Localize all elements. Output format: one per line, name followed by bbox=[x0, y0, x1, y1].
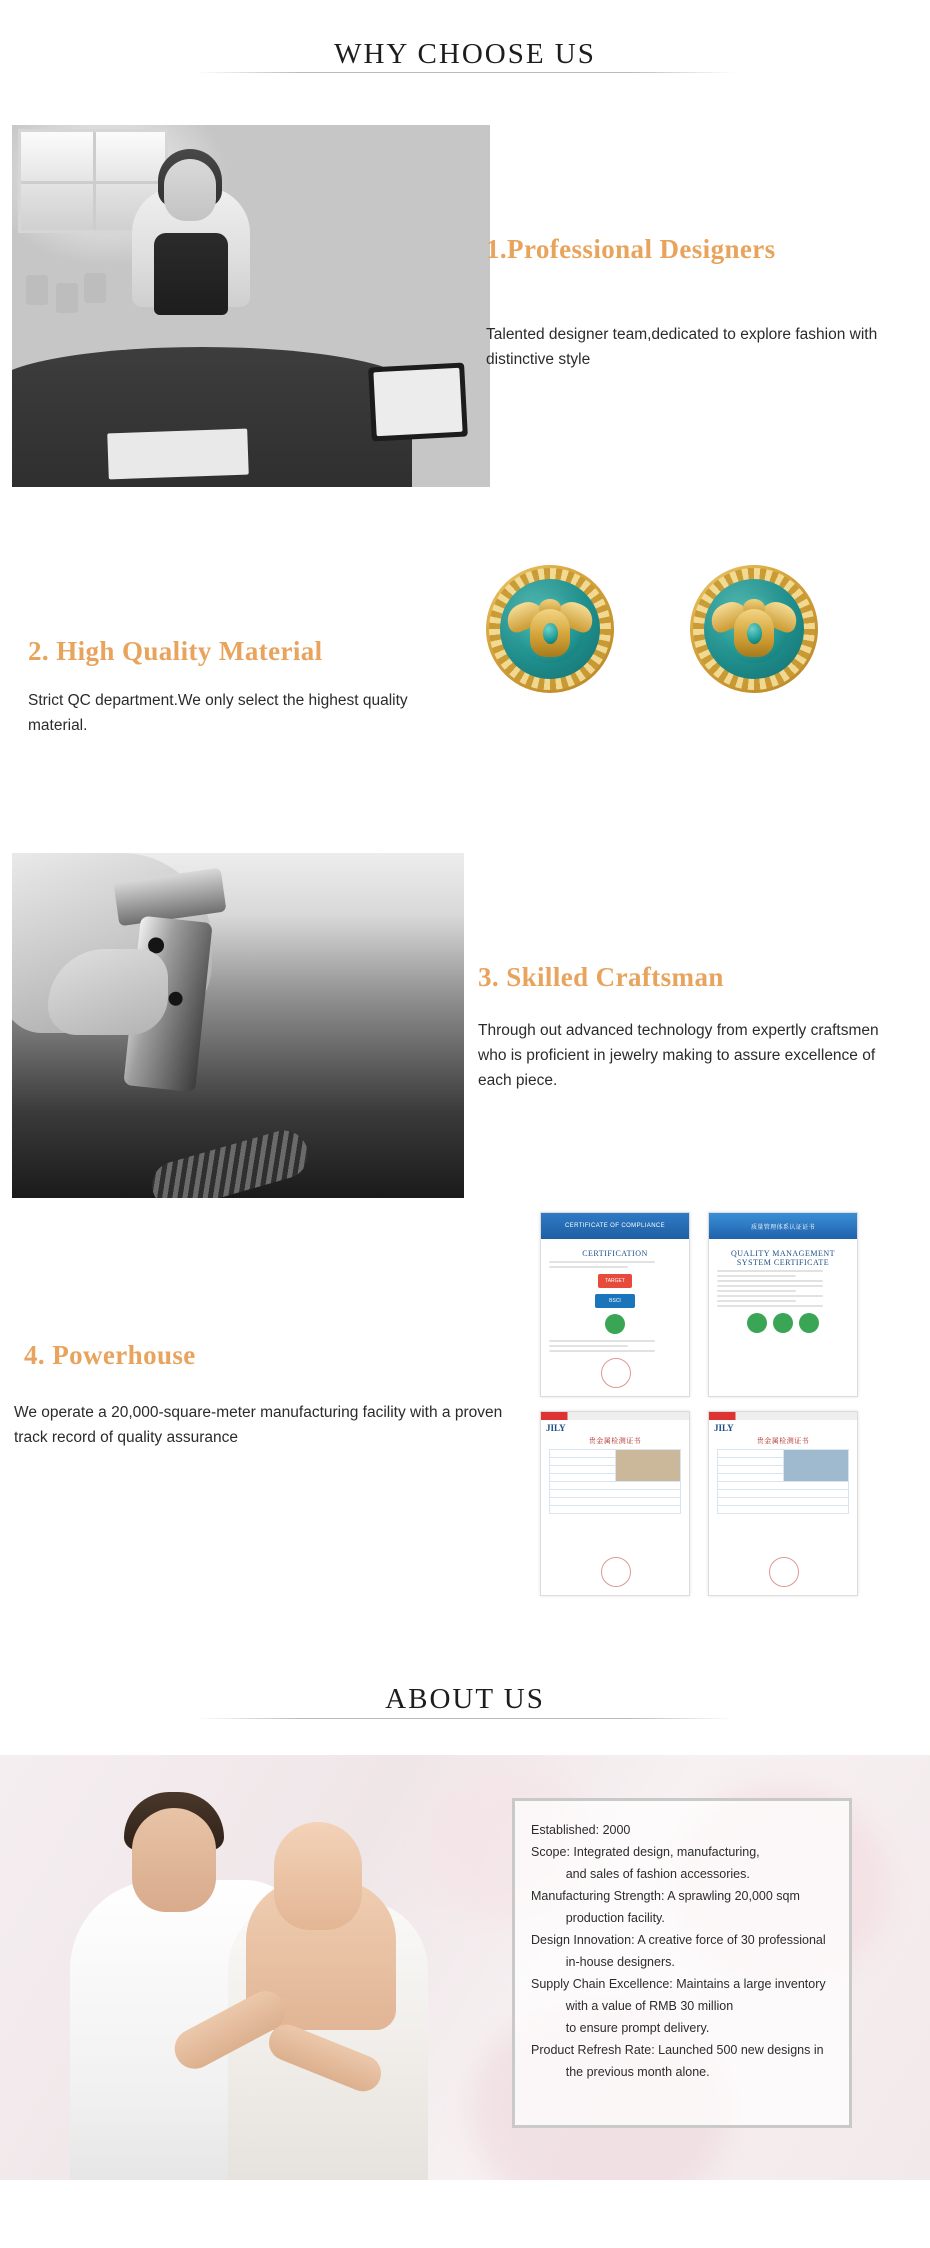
tool-grip bbox=[146, 1125, 313, 1198]
text-line bbox=[549, 1261, 655, 1263]
certificate-seal bbox=[601, 1358, 631, 1388]
certificate-title: CERTIFICATION bbox=[582, 1249, 648, 1258]
feature-2-text: Strict QC department.We only select the highest quality material. bbox=[28, 692, 408, 734]
badge-target: TARGET bbox=[598, 1274, 632, 1288]
certificate-compliance bbox=[540, 1212, 690, 1397]
certificate-body bbox=[709, 1239, 857, 1345]
about-line: Design Innovation: A creative force of 30 professional bbox=[531, 1933, 826, 1947]
about-us-info-box bbox=[512, 1798, 852, 2128]
why-choose-us-title-wrap bbox=[0, 38, 930, 71]
text-line bbox=[549, 1345, 628, 1347]
about-line: Supply Chain Excellence: Maintains a large inventory bbox=[531, 1977, 826, 1991]
certificate-subtitle: 贵金属检测证书 bbox=[588, 1438, 642, 1445]
certificate-badges-3 bbox=[549, 1314, 681, 1334]
sketch-paper bbox=[107, 429, 249, 480]
text-line bbox=[717, 1305, 823, 1307]
lab-logo: JILY bbox=[714, 1423, 734, 1433]
certificate-seal bbox=[769, 1557, 799, 1587]
certificate-subtitle: QUALITY MANAGEMENT SYSTEM CERTIFICATE bbox=[730, 1249, 836, 1267]
about-us-banner bbox=[0, 1755, 930, 2180]
badge-cqm bbox=[799, 1313, 819, 1333]
text-line bbox=[717, 1300, 796, 1302]
designer-head bbox=[164, 159, 216, 221]
about-line: to ensure prompt delivery. bbox=[531, 2021, 710, 2035]
designer-photo-illustration bbox=[12, 125, 490, 487]
why-choose-us-divider bbox=[195, 72, 735, 73]
report-table bbox=[717, 1449, 849, 1514]
feature-3-text: Through out advanced technology from expertly craftsmen who is proficient in jewelry making to assure excellence of each piece. bbox=[478, 1022, 879, 1089]
section-title-about-us: ABOUT US bbox=[367, 1683, 563, 1716]
craftsman-photo-illustration bbox=[12, 853, 464, 1198]
feature-4-heading: 4. Powerhouse bbox=[24, 1340, 196, 1370]
badge-iso bbox=[747, 1313, 767, 1333]
man-head bbox=[132, 1808, 216, 1912]
about-line: the previous month alone. bbox=[531, 2065, 710, 2079]
certificate-test-report-gold bbox=[540, 1411, 690, 1596]
about-us-couple-photo bbox=[60, 1760, 480, 2180]
certificate-strip bbox=[541, 1412, 689, 1420]
certificate-iso bbox=[708, 1212, 858, 1397]
certificate-header: 质量管理体系认证证书 bbox=[709, 1213, 857, 1239]
center-gemstone bbox=[747, 623, 762, 644]
certificate-test-report-silver bbox=[708, 1411, 858, 1596]
report-table bbox=[549, 1449, 681, 1514]
tablet-device bbox=[368, 363, 468, 442]
certificate-badges bbox=[717, 1313, 849, 1333]
tool-jar bbox=[26, 275, 48, 305]
woman-head bbox=[274, 1822, 362, 1930]
certificate-body bbox=[541, 1449, 689, 1520]
earring-right bbox=[690, 565, 818, 693]
certificate-badges-2 bbox=[549, 1294, 681, 1308]
feature-3-heading: 3. Skilled Craftsman bbox=[478, 962, 724, 992]
lab-logo: JILY bbox=[546, 1423, 566, 1433]
text-line bbox=[717, 1285, 823, 1287]
certificate-strip bbox=[709, 1412, 857, 1420]
text-line bbox=[549, 1350, 655, 1352]
feature-2-heading: 2. High Quality Material bbox=[28, 636, 323, 666]
text-line bbox=[717, 1280, 823, 1282]
text-line bbox=[717, 1270, 823, 1272]
certificates-grid bbox=[540, 1212, 858, 1596]
about-line: production facility. bbox=[531, 1911, 665, 1925]
certificate-body bbox=[709, 1449, 857, 1520]
feature-1-image bbox=[12, 125, 490, 487]
center-gemstone bbox=[543, 623, 558, 644]
text-line bbox=[549, 1266, 628, 1268]
certificate-body bbox=[541, 1239, 689, 1361]
designer-apron bbox=[154, 233, 228, 315]
about-us-title-wrap bbox=[0, 1683, 930, 1716]
certificate-subtitle: 贵金属检测证书 bbox=[756, 1438, 810, 1445]
section-title-why-choose-us: WHY CHOOSE US bbox=[316, 38, 614, 71]
tool-jar bbox=[56, 283, 78, 313]
feature-3-image bbox=[12, 853, 464, 1198]
text-line bbox=[717, 1295, 823, 1297]
text-line bbox=[549, 1340, 655, 1342]
feature-4-text: We operate a 20,000-square-meter manufacturing facility with a proven track record of quality assurance bbox=[14, 1404, 503, 1446]
about-line: Manufacturing Strength: A sprawling 20,000 sqm bbox=[531, 1889, 800, 1903]
about-line: and sales of fashion accessories. bbox=[531, 1867, 750, 1881]
tool-jar bbox=[84, 273, 106, 303]
about-line: Product Refresh Rate: Launched 500 new designs in bbox=[531, 2043, 824, 2057]
feature-1-text: Talented designer team,dedicated to explore fashion with distinctive style bbox=[486, 326, 878, 368]
badge-cnas bbox=[773, 1313, 793, 1333]
about-line: Scope: Integrated design, manufacturing, bbox=[531, 1845, 760, 1859]
certificate-header: CERTIFICATE OF COMPLIANCE bbox=[541, 1213, 689, 1239]
about-us-divider bbox=[195, 1718, 735, 1719]
text-line bbox=[717, 1290, 796, 1292]
about-line: in-house designers. bbox=[531, 1955, 675, 1969]
badge-eco bbox=[605, 1314, 625, 1334]
about-line: Established: 2000 bbox=[531, 1823, 631, 1837]
earring-left bbox=[486, 565, 614, 693]
badge-bsci: BSCI bbox=[595, 1294, 635, 1308]
certificate-badges bbox=[549, 1274, 681, 1288]
feature-1-heading: 1.Professional Designers bbox=[486, 234, 776, 264]
certificate-seal bbox=[601, 1557, 631, 1587]
text-line bbox=[717, 1275, 796, 1277]
about-line: with a value of RMB 30 million bbox=[531, 1999, 734, 2013]
